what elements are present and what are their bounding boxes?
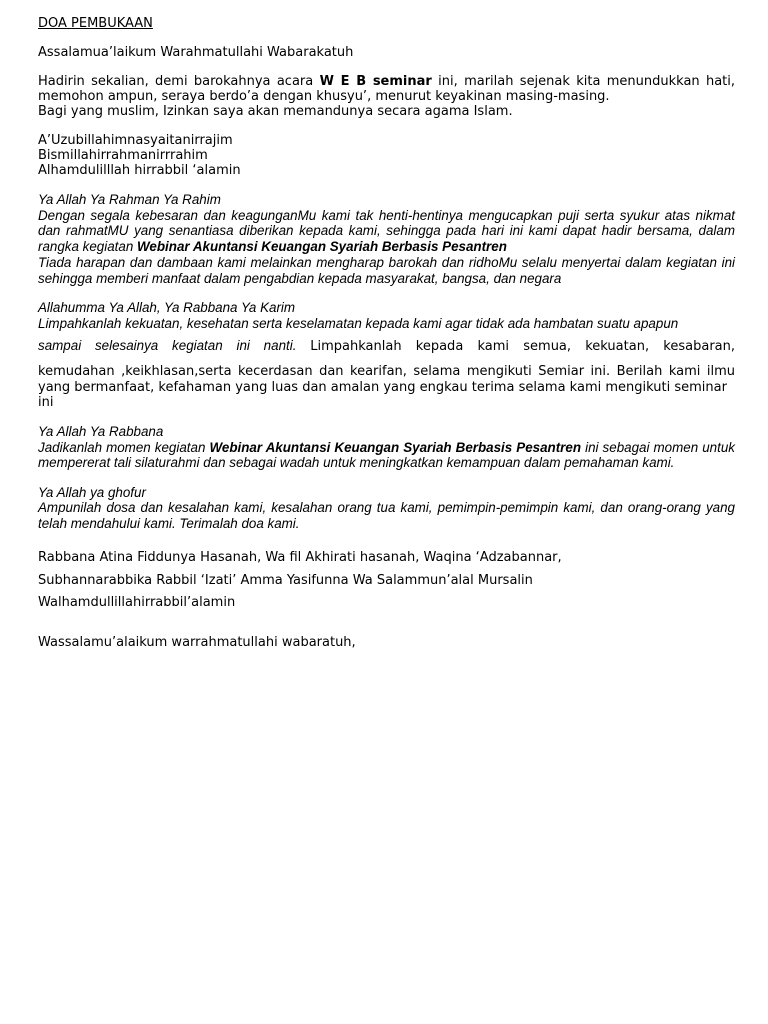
closing-prayer-line: Walhamdullillahirrabbil’alamin (38, 595, 236, 610)
intro-text-b: ini, marilah sejenak kita menundukkan hati, memohon ampun, seraya berdo’a dengan khusyu’, menurut keyakinan masing-masing. (38, 74, 736, 104)
closing-prayer-line: Rabbana Atina Fiddunya Hasanah, Wa fil Akhirati hasanah, Waqina ‘Adzabannar, (38, 550, 562, 565)
closing-prayer-line: Subhannarabbika Rabbil ‘Izati’ Amma Yasifunna Wa Salammun’alal Mursalin (38, 572, 533, 588)
section2-line2-rest: Limpahkanlah kepada kami semua, kekuatan, kesabaran, (310, 339, 735, 354)
document-title: DOA PEMBUKAAN (38, 16, 153, 31)
intro-event-bold: W E B seminar (319, 74, 432, 89)
opening-phrases (38, 133, 735, 178)
intro-paragraph (38, 74, 735, 104)
webinar-name-bold: Webinar Akuntansi Keuangan Syariah Berbasis Pesantren (137, 238, 507, 254)
section4-heading: Ya Allah ya ghofur (38, 484, 146, 500)
section4-paragraph: Ampunilah dosa dan kesalahan kami, kesalahan orang tua kami, pemimpin-pemimpin kami, dan orang-orang yang telah mendahului kami. Terimalah doa kami. (38, 500, 735, 531)
section3-heading: Ya Allah Ya Rabbana (38, 424, 164, 439)
section3-paragraph (38, 440, 735, 471)
section1-paragraph2: Tiada harapan dan dambaan kami melainkan mengharap barokah dan ridhoMu selalu menyertai dalam kegiatan ini sehingga memberi manfaat dalam pengabdian kepada masyarakat, bangsa, dan negara (38, 255, 735, 286)
section2-line4: yang bermanfaat, kefahaman yang luas dan amalan yang engkau terima selama kami mengikuti seminar ini (38, 380, 727, 410)
section2-line2-italic: sampai selesainya kegiatan ini nanti. (38, 338, 297, 353)
intro-text-a: Hadirin sekalian, demi barokahnya acara (38, 74, 314, 89)
document-page (38, 16, 735, 650)
intro-line-c: Bagi yang muslim, Izinkan saya akan memandunya secara agama Islam. (38, 104, 513, 119)
section2-line3: kemudahan ,keikhlasan,serta kecerdasan dan kearifan, selama mengikuti Semiar ini. Berilah kami ilmu (38, 364, 735, 379)
section3-text-a: Jadikanlah momen kegiatan (38, 439, 206, 455)
opening-phrase: A’Uzubillahimnasyaitanirrajim (38, 133, 233, 148)
farewell: Wassalamu’alaikum warrahmatullahi wabaratuh, (38, 634, 356, 650)
section1-heading: Ya Allah Ya Rahman Ya Rahim (38, 192, 221, 207)
greeting: Assalamua’laikum Warahmatullahi Wabarakatuh (38, 45, 354, 60)
section2-line1: Limpahkanlah kekuatan, kesehatan serta keselamatan kepada kami agar tidak ada hambatan suatu apapun (38, 315, 679, 331)
section2-heading: Allahumma Ya Allah, Ya Rabbana Ya Karim (38, 300, 296, 315)
section3-text-b: ini sebagai momen untuk mempererat tali silaturahmi dan sebagai wadah untuk meningkatkan kemampuan dalam pemahaman kami. (38, 439, 735, 470)
closing-prayer (38, 547, 735, 615)
opening-phrase: Alhamdulilllah hirrabbil ‘alamin (38, 163, 241, 178)
section2-line2 (38, 335, 735, 357)
section1-paragraph1 (38, 208, 735, 255)
opening-phrase: Bismillahirrahmanirrrahim (38, 148, 208, 163)
section1-text: Dengan segala kebesaran dan keagunganMu kami tak henti-hentinya mengucapkan puji serta syukur atas nikmat dan rahmatMU yang senantiasa diberikan kepada kami, sehingga pada hari ini kami dapat hadir bersama, dalam rangka kegiatan (38, 207, 735, 254)
webinar-name-bold: Webinar Akuntansi Keuangan Syariah Berbasis Pesantren (209, 439, 582, 455)
